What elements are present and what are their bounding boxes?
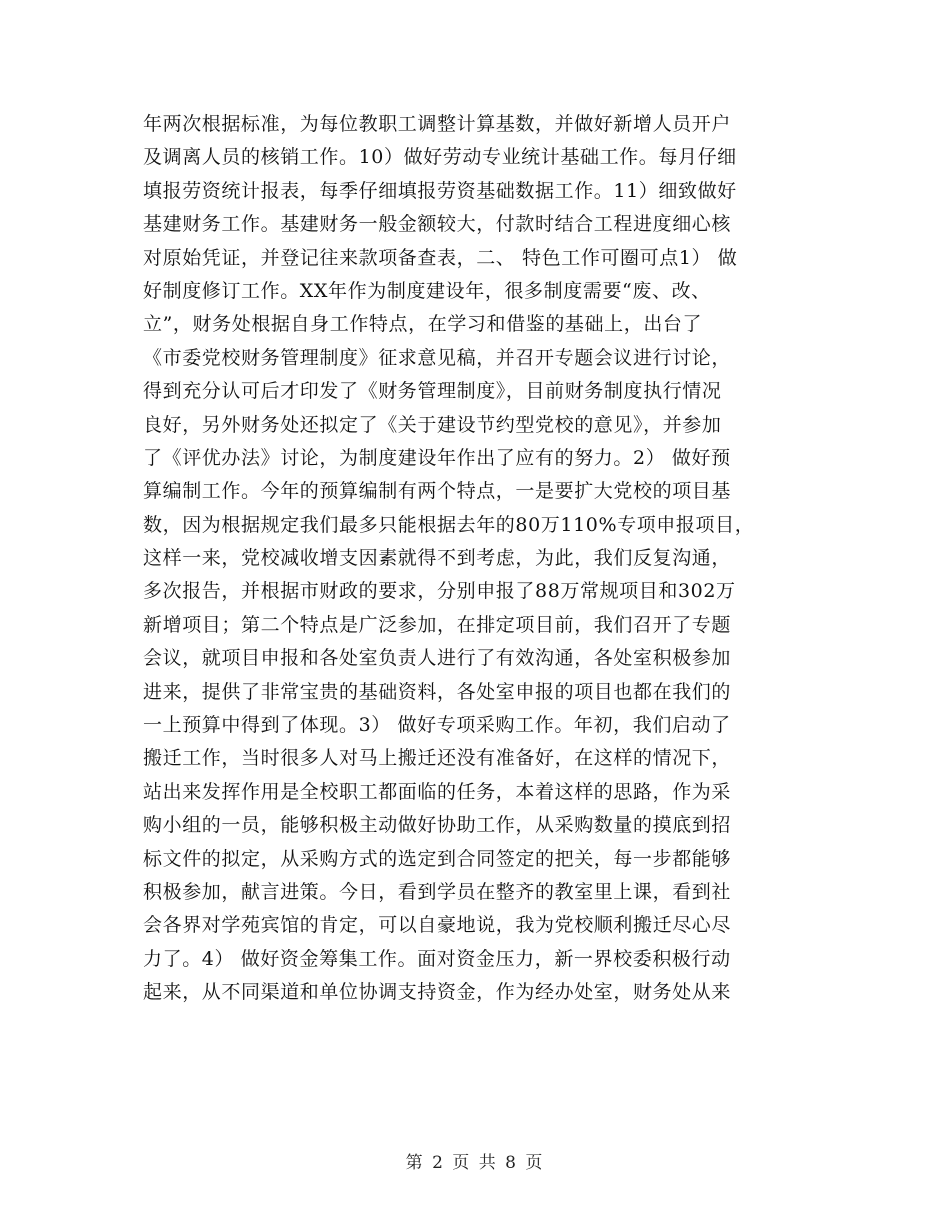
- text-line: 填报劳资统计报表，每季仔细填报劳资基础数据工作。11）细致做好: [143, 179, 737, 202]
- text-line: 起来，从不同渠道和单位协调支持资金，作为经办处室，财务处从来: [143, 981, 732, 1004]
- text-line: 购小组的一员，能够积极主动做好协助工作，从采购数量的摸底到招: [143, 814, 732, 837]
- text-line: 了《评优办法》讨论，为制度建设年作出了应有的努力。2） 做好预: [143, 446, 731, 469]
- text-line: 新增项目；第二个特点是广泛参加，在排定项目前，我们召开了专题: [143, 613, 732, 636]
- text-line: 进来，提供了非常宝贵的基础资料，各处室申报的项目也都在我们的: [143, 680, 732, 703]
- text-line: 得到充分认可后才印发了《财务管理制度》，目前财务制度执行情况: [143, 380, 722, 403]
- text-line: 算编制工作。今年的预算编制有两个特点，一是要扩大党校的项目基: [143, 480, 732, 503]
- text-line: 立”，财务处根据自身工作特点，在学习和借鉴的基础上，出台了: [143, 313, 703, 336]
- text-line: 基建财务工作。基建财务一般金额较大，付款时结合工程进度细心核: [143, 213, 732, 236]
- body-text: [143, 108, 808, 1010]
- text-line: 良好，另外财务处还拟定了《关于建设节约型党校的意见》，并参加: [143, 413, 722, 436]
- text-line: 会议，就项目申报和各处室负责人进行了有效沟通，各处室积极参加: [143, 647, 732, 670]
- text-line: 标文件的拟定，从采购方式的选定到合同签定的把关，每一步都能够: [143, 847, 732, 870]
- text-line: 积极参加，献言进策。今日，看到学员在整齐的教室里上课，看到社: [143, 880, 732, 903]
- page-footer: 第 2 页 共 8 页: [405, 1153, 545, 1173]
- text-line: 这样一来，党校减收增支因素就得不到考虑，为此，我们反复沟通，: [143, 547, 732, 570]
- text-line: 年两次根据标准，为每位教职工调整计算基数，并做好新增人员开户: [143, 113, 732, 135]
- text-line: 搬迁工作，当时很多人对马上搬迁还没有准备好，在这样的情况下，: [143, 747, 732, 770]
- text-line: 对原始凭证，并登记往来款项备查表，二、 特色工作可圈可点1） 做: [143, 246, 738, 269]
- text-line: 一上预算中得到了体现。3） 做好专项采购工作。年初，我们启动了: [143, 714, 731, 737]
- text-line: 数，因为根据规定我们最多只能根据去年的80万110%专项申报项目，: [143, 513, 755, 536]
- text-line: 《市委党校财务管理制度》征求意见稿，并召开专题会议进行讨论，: [143, 346, 732, 369]
- text-line: 好制度修订工作。XX年作为制度建设年，很多制度需要“废、改、: [143, 279, 711, 302]
- text-line: 多次报告，并根据市财政的要求，分别申报了88万常规项目和302万: [143, 580, 736, 603]
- text-line: 站出来发挥作用是全校职工都面临的任务，本着这样的思路，作为采: [143, 780, 732, 803]
- text-line: 及调离人员的核销工作。10）做好劳动专业统计基础工作。每月仔细: [143, 146, 737, 169]
- text-line: 会各界对学苑宾馆的肯定，可以自豪地说，我为党校顺利搬迁尽心尽: [143, 914, 732, 937]
- text-line: 力了。4） 做好资金筹集工作。面对资金压力，新一界校委积极行动: [143, 947, 731, 970]
